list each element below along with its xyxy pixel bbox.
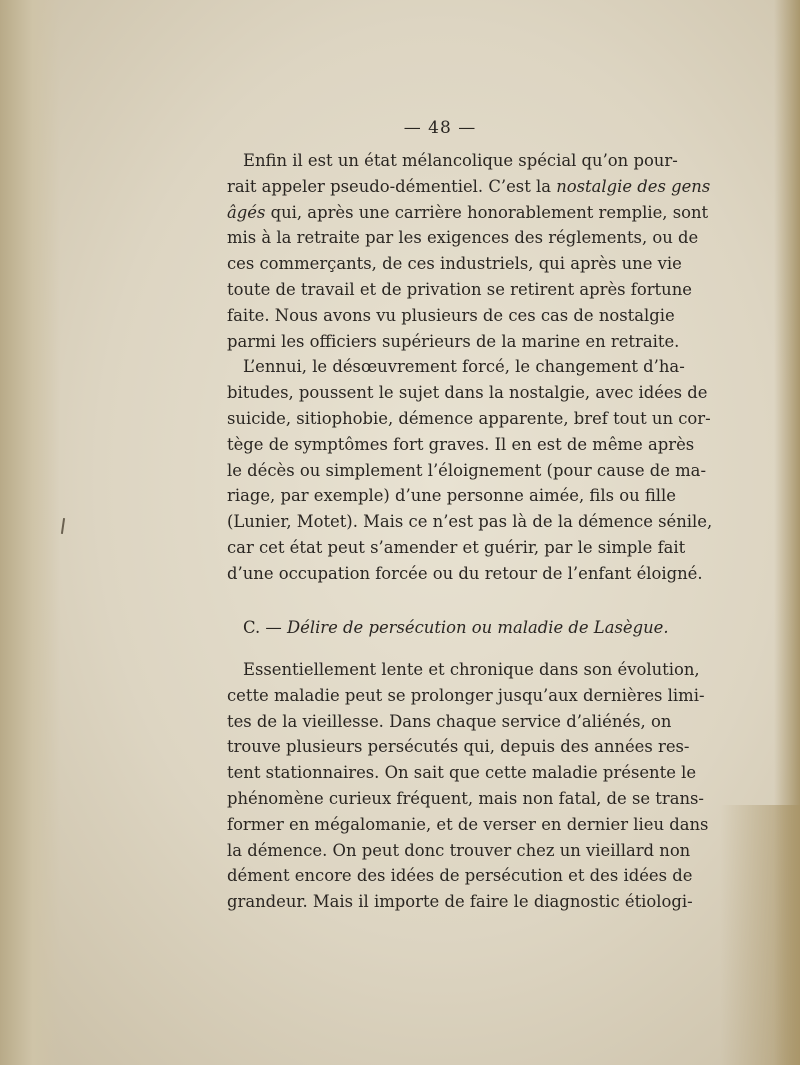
margin-mark: [61, 518, 65, 534]
text-line: former en mégalomanie, et de verser en dernier lieu dans: [227, 814, 709, 834]
text-line: Enfin il est un état mélancolique spécial qu’on pour-: [243, 151, 678, 170]
text-line: (Lunier, Motet). Mais ce n’est pas là de la démence sénile,: [227, 512, 713, 532]
text-line: car cet état peut s’amender et guérir, par le simple fait: [227, 537, 686, 557]
text-line: la démence. On peut donc trouver chez un vieillard non: [227, 840, 691, 860]
italic-term: nostalgie des gens: [556, 176, 711, 196]
text-line: bitudes, poussent le sujet dans la nostalgie, avec idées de: [227, 383, 708, 403]
text-line: tes de la vieillesse. Dans chaque service d’aliénés, on: [227, 711, 672, 731]
text-line: dément encore des idées de persécution et des idées de: [227, 866, 693, 886]
text-line: parmi les officiers supérieurs de la marine en retraite.: [227, 331, 680, 351]
text-body-continued: [227, 657, 709, 915]
italic-term: âgés: [227, 202, 266, 222]
page-corner-stain: [720, 805, 800, 1065]
section-label: C. —: [243, 618, 287, 637]
text-line: tège de symptômes fort graves. Il en est de même après: [227, 434, 695, 454]
section-title: Délire de persécution ou maladie de Lasègue.: [286, 618, 669, 637]
text-line: le décès ou simplement l’éloignement (pour cause de ma-: [227, 460, 706, 480]
text-line: suicide, sitiophobie, démence apparente, bref tout un cor-: [227, 408, 711, 428]
text-body: [227, 148, 713, 587]
text-line: mis à la retraite par les exigences des réglements, ou de: [227, 228, 699, 248]
text-line: toute de travail et de privation se retirent après fortune: [227, 279, 692, 299]
text-line: grandeur. Mais il importe de faire le diagnostic étiologi-: [227, 892, 693, 912]
text-line: faite. Nous avons vu plusieurs de ces cas de nostalgie: [227, 305, 675, 325]
section-heading: [243, 615, 669, 641]
text-line: d’une occupation forcée ou du retour de l’enfant éloigné.: [227, 563, 703, 583]
text-line: ces commerçants, de ces industriels, qui après une vie: [227, 254, 682, 274]
text-line: riage, par exemple) d’une personne aimée, fils ou fille: [227, 486, 676, 506]
text-line: rait appeler pseudo-démentiel. C’est la nostalgie des gens: [227, 176, 711, 196]
text-line: phénomène curieux fréquent, mais non fatal, de se trans-: [227, 788, 704, 808]
text-line: trouve plusieurs persécutés qui, depuis des années res-: [227, 737, 690, 757]
page-spine-shadow: [0, 0, 60, 1065]
text-line: tent stationnaires. On sait que cette maladie présente le: [227, 763, 697, 783]
page-number: — 48 —: [403, 118, 477, 138]
text-line: L’ennui, le désœuvrement forcé, le changement d’ha-: [243, 357, 685, 377]
text-line: âgés qui, après une carrière honorablement remplie, sont: [227, 202, 709, 222]
text-line: cette maladie peut se prolonger jusqu’aux dernières limi-: [227, 685, 705, 705]
text-line: Essentiellement lente et chronique dans son évolution,: [243, 660, 700, 679]
